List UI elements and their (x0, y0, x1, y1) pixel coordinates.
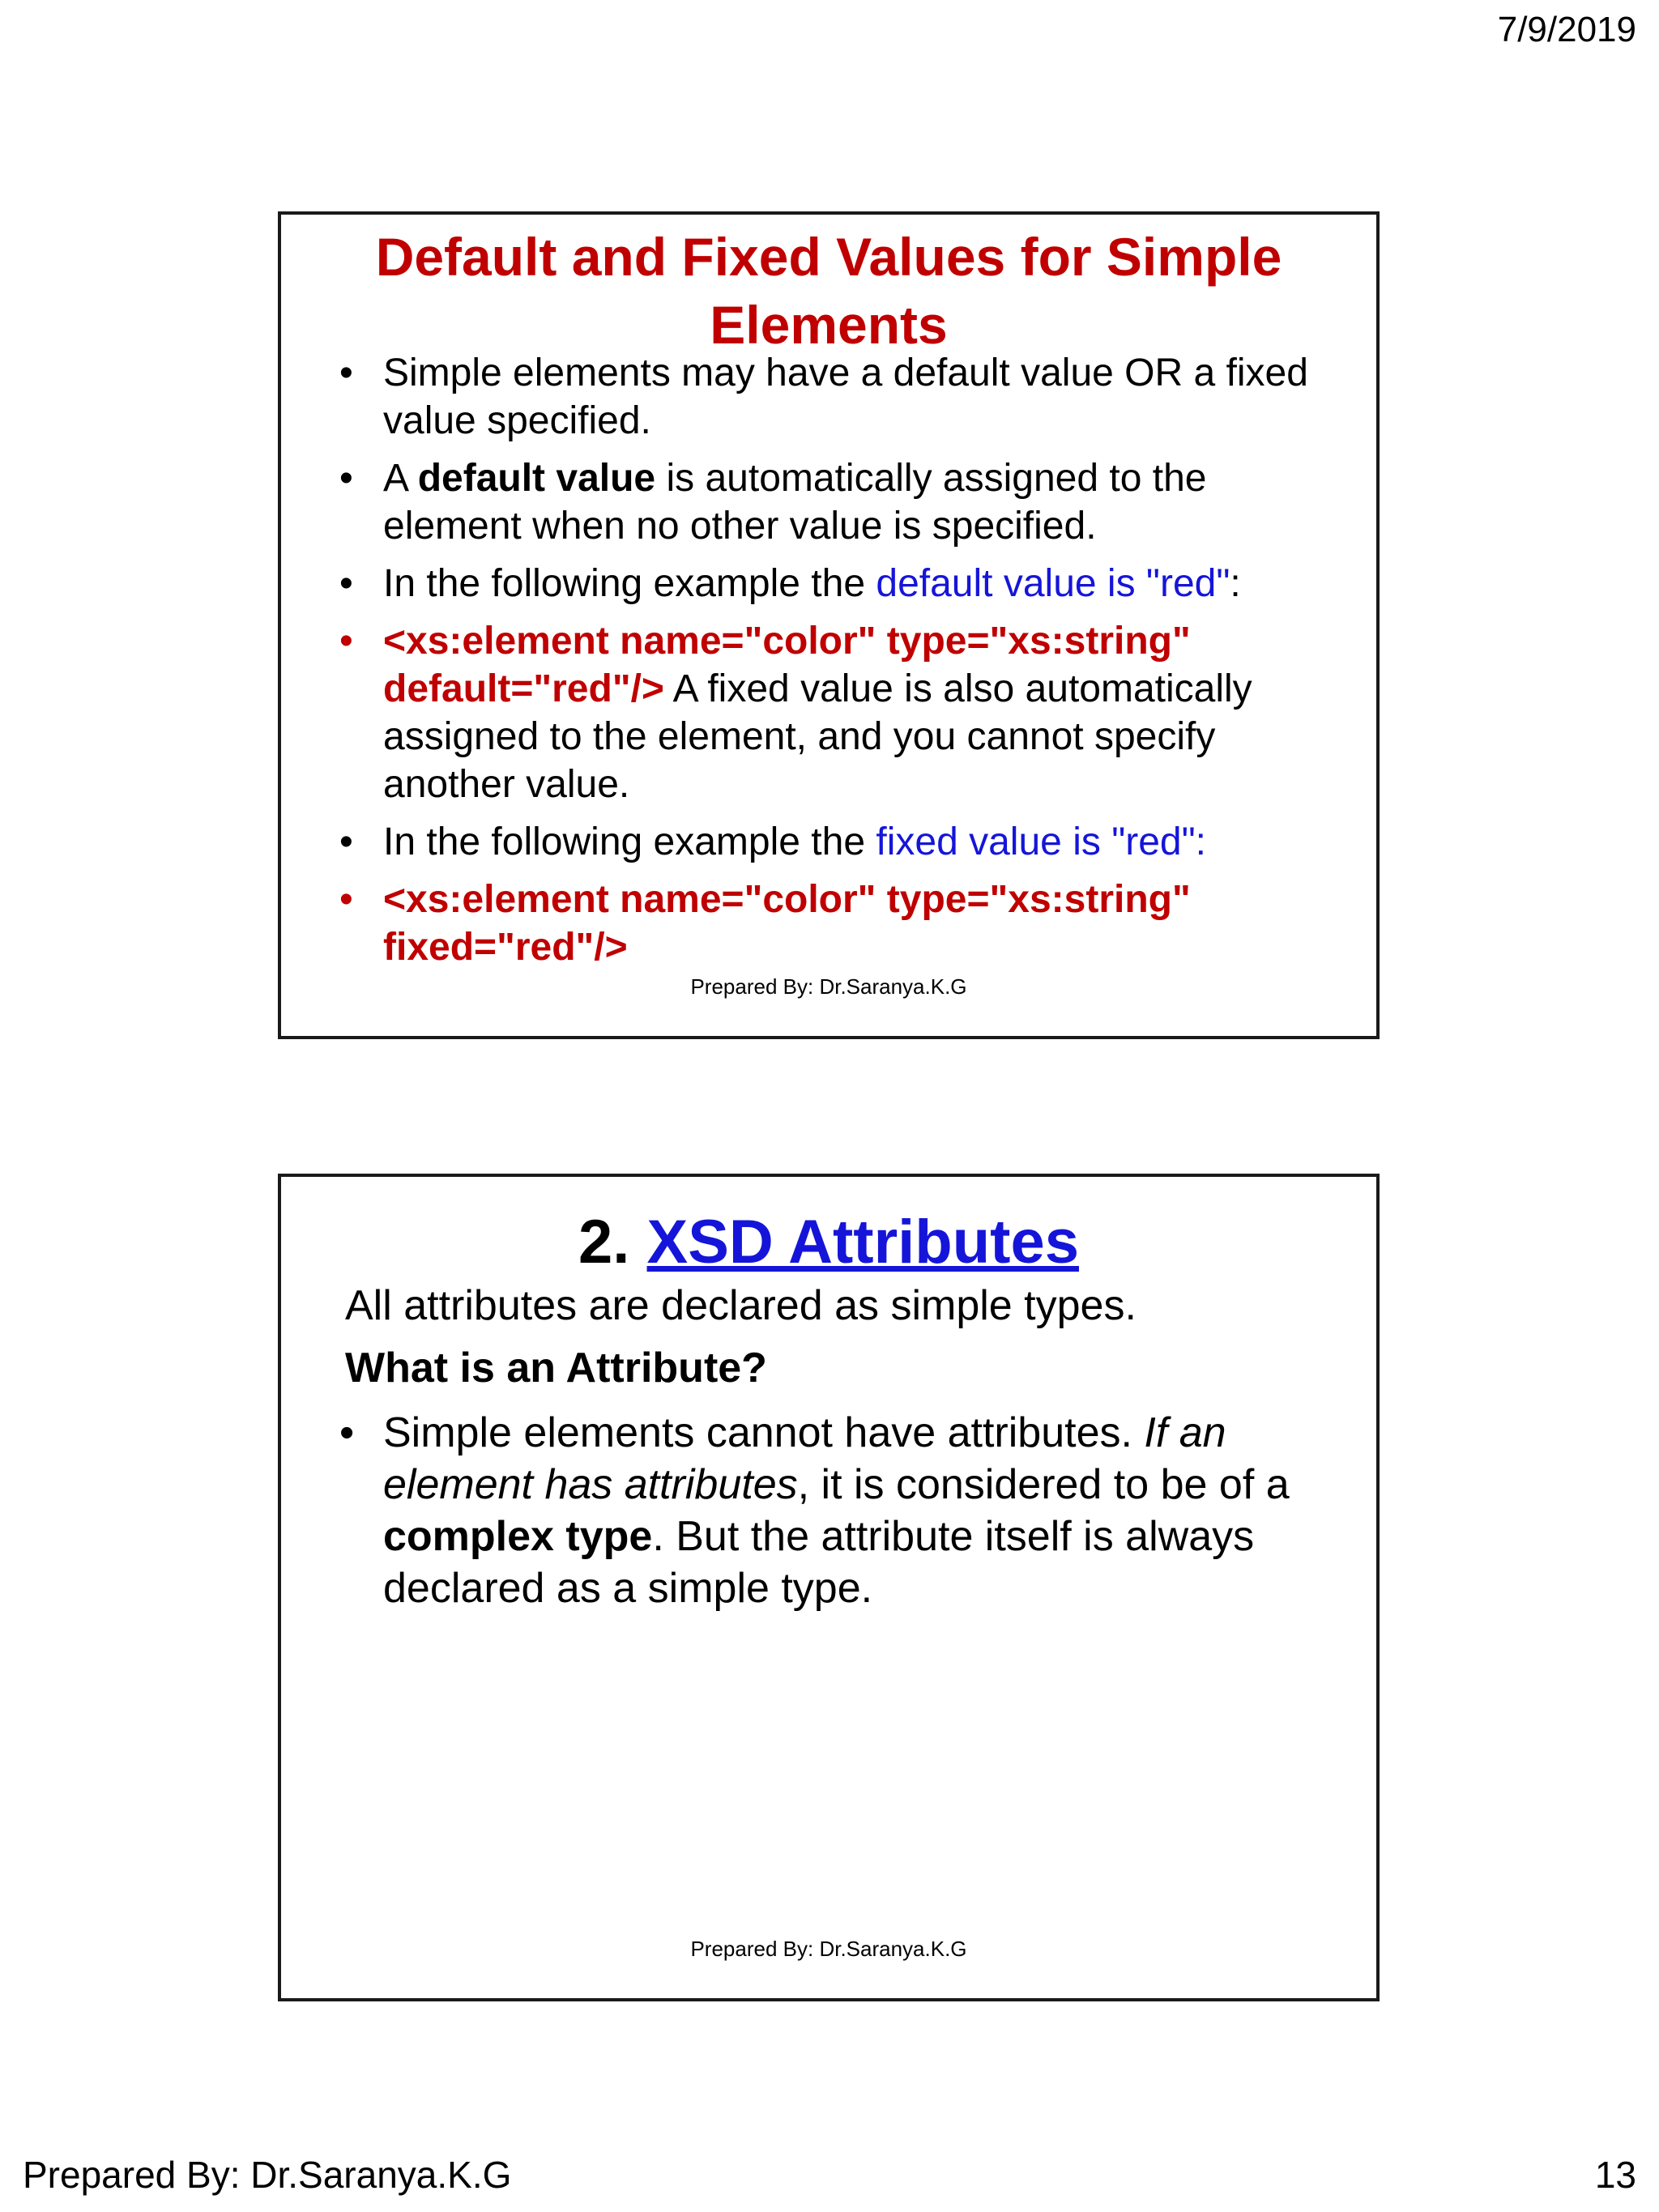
slide-default-fixed-values (278, 211, 1380, 1039)
italic-text: If an element has attributes (383, 1409, 1226, 1508)
bullet-dot-icon: • (339, 1409, 355, 1456)
bullet-text: In the following example the (383, 820, 876, 863)
bullet-item (339, 1407, 1328, 1614)
bullet-dot-icon: • (339, 562, 353, 605)
bullet-item (339, 454, 1328, 550)
bullet-text: : (1230, 562, 1241, 605)
highlight-text: fixed value is "red": (876, 820, 1206, 863)
slide-footer: Prepared By: Dr.Saranya.K.G (690, 974, 967, 999)
slide-footer: Prepared By: Dr.Saranya.K.G (690, 1937, 967, 1961)
bullet-item (339, 560, 1328, 607)
subheading: What is an Attribute? (345, 1345, 767, 1392)
page-number: 13 (1594, 2154, 1636, 2196)
bold-term: complex type (383, 1513, 653, 1560)
bullet-item (339, 617, 1328, 808)
slide-title (281, 223, 1376, 359)
bullet-dot-icon: • (339, 820, 353, 863)
bold-term: default value (417, 457, 656, 500)
bullet-text: is automatically assigned to the element when no other value is specified. (383, 457, 1207, 548)
bullet-item (339, 876, 1328, 971)
bullet-text: In the following example the (383, 562, 876, 605)
bullet-text: , it is considered to be of a (797, 1461, 1290, 1508)
bullet-dot-icon: • (339, 352, 353, 394)
slide-xsd-attributes (278, 1174, 1380, 2001)
highlight-text: default value is "red" (876, 562, 1230, 605)
bullet-dot-icon: • (339, 620, 353, 663)
bullet-list (339, 1407, 1328, 1624)
page-footer-author: Prepared By: Dr.Saranya.K.G (23, 2154, 512, 2196)
slide-title-line-1: Default and Fixed Values for Simple (375, 227, 1282, 287)
bullet-text: . But the attribute itself is always declared as a simple type. (383, 1513, 1255, 1612)
bullet-dot-icon: • (339, 457, 353, 500)
bullet-dot-icon: • (339, 878, 353, 921)
bullet-list (339, 349, 1328, 981)
page-date: 7/9/2019 (1497, 10, 1636, 49)
section-number: 2. (578, 1208, 630, 1276)
intro-text: All attributes are declared as simple types. (345, 1282, 1137, 1329)
bullet-text: Simple elements cannot have attributes. (383, 1409, 1145, 1456)
code-snippet: <xs:element name="color" type="xs:string" default="red"/> (383, 620, 1191, 710)
code-snippet: <xs:element name="color" type="xs:string" fixed="red"/> (383, 878, 1191, 969)
bullet-text: Simple elements may have a default value OR a fixed value specified. (383, 352, 1308, 442)
bullet-text: A fixed value is also automatically assigned to the element, and you cannot specify another value. (383, 667, 1252, 806)
bullet-text: A (383, 457, 418, 500)
bullet-item (339, 349, 1328, 445)
bullet-item (339, 818, 1328, 866)
slide-title-line-2: Elements (710, 295, 948, 355)
slide-title (281, 1206, 1376, 1279)
title-link[interactable]: XSD Attributes (646, 1208, 1079, 1276)
